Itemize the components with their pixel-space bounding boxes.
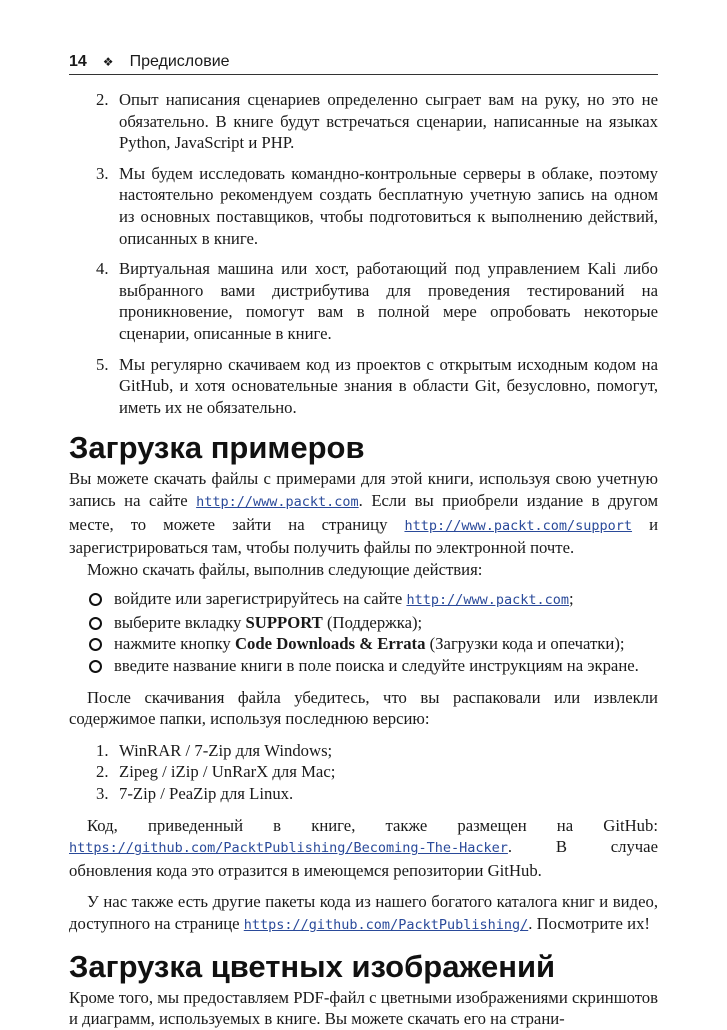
list-item [69,761,658,783]
archivers-list [69,740,658,805]
page-number: 14 [69,53,87,70]
page-body [69,89,658,1030]
download-steps-list [69,588,658,676]
paragraph-text: . В случае обновления кода это отразится в имеющемся репозитории GitHub. [69,837,658,880]
list-item [69,89,658,154]
list-item-text: Мы регулярно скачиваем код из проектов с открытым исходным кодом на GitHub, и хотя основательные знания в области Git, безусловно, помогут, иметь их не обязательно. [119,354,658,417]
list-item [69,740,658,762]
circle-bullet-icon [89,593,102,606]
diamond-ornament-icon: ❖ [102,55,114,69]
list-item-number: 2. [96,762,109,782]
list-item-number: 4. [96,259,109,279]
paragraph-text: . Посмотрите их! [528,914,650,933]
list-item [69,163,658,249]
circle-bullet-icon [89,617,102,630]
paragraph-text: Код, приведенный в книге, также размещен на GitHub: [87,815,658,835]
chapter-title: Предисловие [129,53,230,70]
list-item-text: ; [569,589,574,609]
section-heading-downloads: Загрузка примеров [69,430,365,466]
packt-github-link[interactable]: https://github.com/PacktPublishing/ [243,917,529,933]
list-item-text: введите название книги в поле поиска и следуйте инструкциям на экране. [114,656,639,676]
packt-support-link[interactable]: http://www.packt.com/support [404,517,633,534]
list-item-text: Мы будем исследовать командно-контрольные серверы в облаке, поэтому настоятельно рекомендуем создать бесплатную учетную запись на одном из основных поставщиков, чтобы подготовиться к выполнению действий, описанных в книге. [119,163,658,248]
list-item-text: (Поддержка); [322,612,423,632]
github-paragraph [69,815,658,882]
paragraph-text: и зарегистрироваться там, чтобы получить файлы по электронной почте. [69,514,658,558]
list-item-number: 3. [96,163,109,183]
list-item [69,655,658,677]
running-head [69,50,658,75]
list-item-text: WinRAR / 7-Zip для Windows; [119,740,333,760]
paragraph-text: Вы можете скачать файлы с примерами для этой книги, используя свою учетную запись на сайте [69,469,658,510]
list-item-text: Zipeg / iZip / UnRarX для Mac; [119,762,336,782]
list-item-text: (Загрузки кода и опечатки); [425,634,625,654]
packt-link[interactable]: http://www.packt.com [196,493,359,510]
more-packages-paragraph [69,891,658,936]
list-item-number: 1. [96,740,109,760]
list-item-text: Виртуальная машина или хост, работающий под управлением Kali либо выбранного вами дистрибутива для проведения тестирований на проникновение, помогут вам в полной мере опробовать некоторые сценарии, описанные в книге. [119,259,658,343]
steps-intro-paragraph: Можно скачать файлы, выполнив следующие действия: [87,559,483,579]
packt-link[interactable]: http://www.packt.com [406,592,569,609]
github-repo-link[interactable]: https://github.com/PacktPublishing/Becoming-The-Hacker [69,840,508,857]
paragraph-text: У нас также есть другие пакеты кода из нашего богатого каталога книг и видео, доступного на странице [69,892,658,933]
list-item-text: войдите или зарегистрируйтесь на сайте [114,589,407,609]
list-item [69,612,658,634]
list-item-text: нажмите кнопку [114,634,235,654]
list-item [69,783,658,805]
code-downloads-button-label: Code Downloads & Errata [234,634,426,654]
list-item [69,258,658,344]
requirements-list [69,89,658,418]
circle-bullet-icon [89,660,102,673]
list-item-text: 7-Zip / PeaZip для Linux. [119,784,294,804]
circle-bullet-icon [89,638,102,651]
list-item-number: 3. [96,784,109,804]
color-images-paragraph: Кроме того, мы предоставляем PDF-файл с цветными изображениями скриншотов и диаграмм, используемых в книге. Вы можете скачать его на страни- [69,987,658,1029]
support-tab-label: SUPPORT [245,612,323,632]
section-heading-color-images: Загрузка цветных изображений [69,948,556,984]
download-intro-paragraph [69,468,658,558]
list-item [69,633,658,655]
after-download-paragraph: После скачивания файла убедитесь, что вы распаковали или извлекли содержимое папки, используя последнюю версию: [69,687,658,729]
paragraph-text: . Если вы приобрели издание в другом месте, то можете зайти на страницу [69,490,659,534]
list-item-number: 2. [96,90,109,109]
list-item [69,354,658,419]
list-item-number: 5. [96,354,109,374]
list-item-text: выберите вкладку [114,612,246,632]
list-item [69,588,658,612]
list-item-text: Опыт написания сценариев определенно сыграет вам на руку, но это не обязательно. В книге будут встречаться сценарии, написанные на языках Python, JavaScript и PHP. [119,90,658,153]
